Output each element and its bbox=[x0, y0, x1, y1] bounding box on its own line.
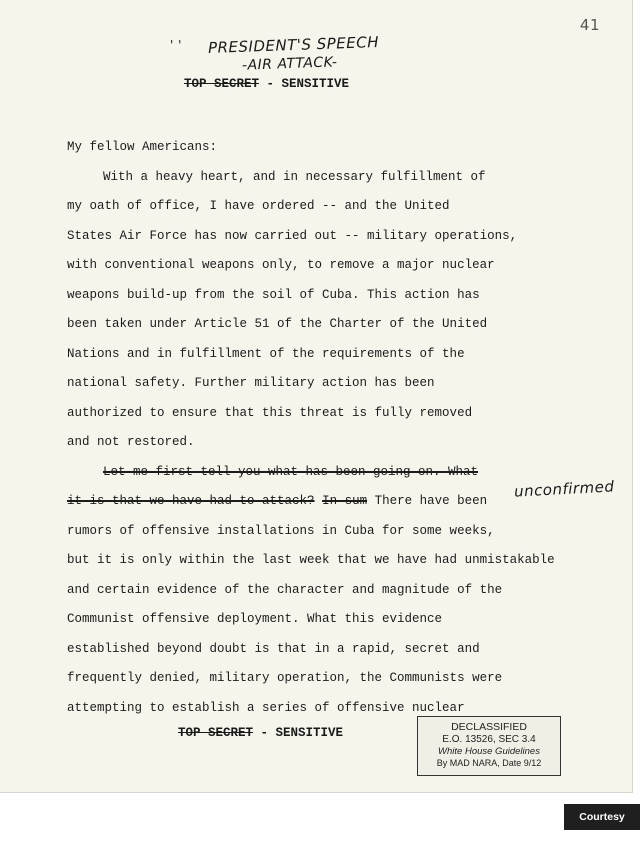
stamp-line: White House Guidelines bbox=[438, 746, 540, 757]
speech-line: been taken under Article 51 of the Charter of the United bbox=[67, 317, 488, 331]
classification-rest: - SENSITIVE bbox=[259, 77, 350, 91]
classification-struck: TOP SECRET bbox=[184, 77, 260, 91]
struck-line: Let me first tell you what has been going on. What bbox=[103, 464, 479, 479]
speech-line: but it is only within the last week that we have had unmistakable bbox=[67, 553, 555, 567]
margin-note: unconfirmed bbox=[513, 477, 615, 501]
speech-line: my oath of office, I have ordered -- and the United bbox=[67, 199, 450, 213]
page-number: 41 bbox=[579, 16, 600, 34]
handwritten-mark: ' ' bbox=[170, 38, 182, 52]
speech-line: frequently denied, military operation, the Communists were bbox=[67, 671, 503, 685]
speech-line: rumors of offensive installations in Cuba for some weeks, bbox=[67, 523, 495, 538]
speech-line: With a heavy heart, and in necessary fulfillment of bbox=[103, 169, 486, 184]
classification-header bbox=[184, 77, 349, 91]
speech-line: weapons build-up from the soil of Cuba. This action has bbox=[67, 287, 480, 302]
speech-line: Nations and in fulfillment of the requirements of the bbox=[67, 346, 465, 361]
speech-line: national safety. Further military action has been bbox=[67, 376, 435, 390]
struck-text: it is that we have had to attack? bbox=[67, 494, 315, 508]
speech-line: established beyond doubt is that in a rapid, secret and bbox=[67, 641, 480, 656]
handwritten-title: PRESIDENT'S SPEECH bbox=[207, 33, 380, 57]
classification-footer bbox=[178, 726, 343, 740]
speech-line: and certain evidence of the character and magnitude of the bbox=[67, 582, 503, 597]
struck-text: In sum bbox=[322, 494, 368, 508]
speech-line: Communist offensive deployment. What this evidence bbox=[67, 612, 443, 626]
speech-text: There have been bbox=[367, 494, 488, 508]
handwritten-subtitle: -AIR ATTACK- bbox=[241, 54, 338, 74]
speech-body bbox=[67, 133, 555, 723]
speech-line: and not restored. bbox=[67, 435, 195, 449]
speech-line: authorized to ensure that this threat is fully removed bbox=[67, 405, 473, 420]
speech-line: attempting to establish a series of offensive nuclear bbox=[67, 700, 465, 715]
stamp-line: E.O. 13526, SEC 3.4 bbox=[442, 734, 536, 745]
declassified-stamp bbox=[417, 716, 561, 776]
classification-rest: - SENSITIVE bbox=[253, 726, 344, 740]
speech-line: with conventional weapons only, to remove a major nuclear bbox=[67, 258, 495, 272]
stamp-line: By MAD NARA, Date 9/12 bbox=[436, 758, 542, 768]
speech-line: States Air Force has now carried out -- military operations, bbox=[67, 228, 518, 243]
photo-credit: Courtesy Photo bbox=[564, 804, 640, 830]
stamp-line: DECLASSIFIED bbox=[451, 721, 527, 733]
salutation: My fellow Americans: bbox=[67, 140, 218, 154]
speech-line-mixed bbox=[67, 487, 547, 517]
classification-struck: TOP SECRET bbox=[178, 726, 254, 740]
